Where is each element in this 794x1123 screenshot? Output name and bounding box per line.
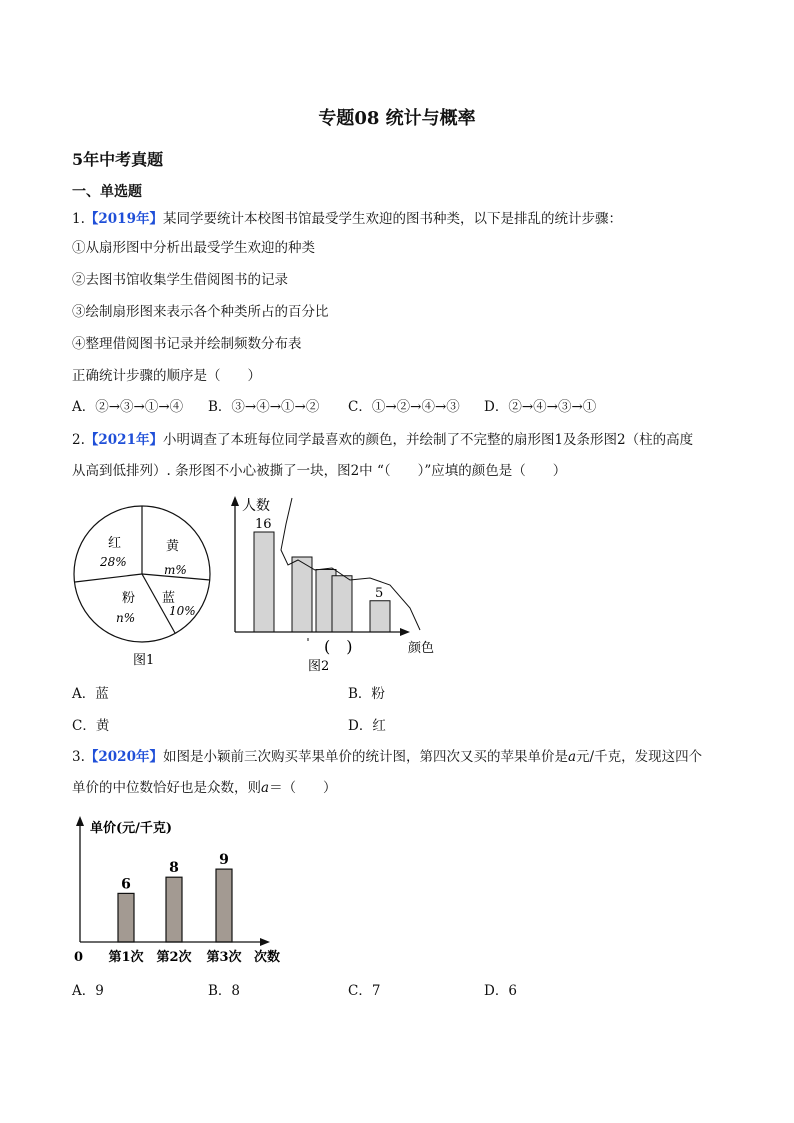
pie-slice-yellow-value: m% — [164, 563, 187, 577]
price-bar-3 — [216, 869, 232, 942]
price-origin-label: 0 — [74, 950, 84, 965]
question-3-option-b[interactable]: B．8 — [208, 983, 241, 999]
subsection-heading: 一、单选题 — [72, 184, 142, 200]
question-3-year: 【2020年】 — [84, 749, 163, 765]
bar-chart-figure-2 — [220, 490, 450, 675]
bar-5 — [370, 601, 390, 632]
question-1-option-b[interactable]: B．③→④→①→② — [208, 399, 320, 415]
question-1-step-2: ②去图书馆收集学生借阅图书的记录 — [72, 272, 288, 288]
pie-slice-pink-label: 粉 — [122, 591, 136, 606]
bar-2 — [292, 557, 312, 632]
question-2-year: 【2021年】 — [84, 432, 163, 448]
bar-label-5: 5 — [375, 586, 384, 601]
question-1-step-3: ③绘制扇形图来表示各个种类所占的百分比 — [72, 304, 329, 320]
pie-slice-blue-value: 10% — [169, 604, 196, 618]
question-2-option-b[interactable]: B．粉 — [348, 686, 385, 702]
question-1-stem: 1.【2019年】某同学要统计本校图书馆最受学生欢迎的图书种类，以下是排乱的统计步骤： — [72, 211, 622, 227]
question-2-option-d[interactable]: D．红 — [348, 718, 386, 734]
question-3-stem-line2: 单价的中位数恰好也是众数，则a＝（ ） — [72, 780, 337, 796]
pie-slice-red-label: 红 — [108, 536, 122, 551]
bar-1 — [254, 532, 274, 632]
pie-chart-figure-1 — [70, 502, 220, 672]
price-bar-chart — [66, 812, 306, 972]
question-2-option-c[interactable]: C．黄 — [72, 718, 110, 734]
pie-slice-pink-value: n% — [116, 611, 136, 625]
price-y-axis-arrow — [76, 816, 84, 826]
question-3-option-a[interactable]: A．9 — [72, 983, 104, 999]
pie-divider-left — [75, 574, 142, 582]
question-1-year: 【2019年】 — [84, 211, 163, 227]
question-1-step-1: ①从扇形图中分析出最受学生欢迎的种类 — [72, 240, 315, 256]
question-3-stem-line1: 3.【2020年】如图是小颖前三次购买苹果单价的统计图，第四次又买的苹果单价是a元/千克，发现这四个 — [72, 749, 703, 765]
price-bar-group — [108, 852, 241, 965]
price-bar-value-2: 8 — [169, 860, 179, 877]
bar-caption: 图2 — [308, 659, 330, 674]
question-3-option-d[interactable]: D．6 — [484, 983, 517, 999]
question-1-option-d[interactable]: D．②→④→③→① — [484, 399, 597, 415]
price-category-3: 第3次 — [206, 950, 242, 965]
bar-missing-label: ( ) — [324, 637, 353, 656]
question-1-prompt: 正确统计步骤的顺序是（ ） — [72, 368, 261, 384]
question-2-stem-line2: 从高到低排列）. 条形图不小心被撕了一块，图2中 “（ ）”应填的颜色是（ ） — [72, 463, 567, 479]
price-ylabel: 单价(元/千克) — [90, 821, 173, 836]
bar-xlabel: 颜色 — [408, 641, 435, 656]
price-bar-value-1: 6 — [121, 876, 131, 893]
price-category-1: 第1次 — [108, 950, 144, 965]
bar-group — [254, 532, 390, 641]
pie-slice-blue-label: 蓝 — [162, 591, 176, 606]
price-bar-1 — [118, 893, 134, 942]
question-2-option-a[interactable]: A．蓝 — [72, 686, 109, 702]
x-axis-arrow — [400, 628, 410, 636]
question-3-option-c[interactable]: C．7 — [348, 983, 381, 999]
bar-label-16: 16 — [255, 517, 272, 532]
price-bar-2 — [166, 877, 182, 942]
bar-ylabel: 人数 — [242, 498, 270, 514]
price-x-axis-arrow — [260, 938, 270, 946]
price-bar-value-3: 9 — [219, 852, 229, 869]
page-title: 专题08 统计与概率 — [318, 108, 476, 129]
question-2-stem-line1: 2.【2021年】小明调查了本班每位同学最喜欢的颜色，并绘制了不完整的扇形图1及条形图2（柱的高度 — [72, 432, 694, 448]
y-axis-arrow — [231, 496, 239, 506]
variable-a: a — [567, 749, 577, 765]
question-1-option-c[interactable]: C．①→②→④→③ — [348, 399, 460, 415]
question-1-step-4: ④整理借阅图书记录并绘制频数分布表 — [72, 336, 302, 352]
price-xlabel: 次数 — [254, 950, 281, 965]
price-category-2: 第2次 — [156, 950, 192, 965]
question-1-option-a[interactable]: A．②→③→①→④ — [72, 399, 184, 415]
bar-4 — [332, 576, 352, 632]
pie-slice-red-value: 28% — [100, 555, 127, 569]
section-heading: 5年中考真题 — [72, 150, 164, 169]
pie-slice-yellow-label: 黄 — [166, 539, 180, 554]
pie-caption: 图1 — [133, 653, 155, 668]
